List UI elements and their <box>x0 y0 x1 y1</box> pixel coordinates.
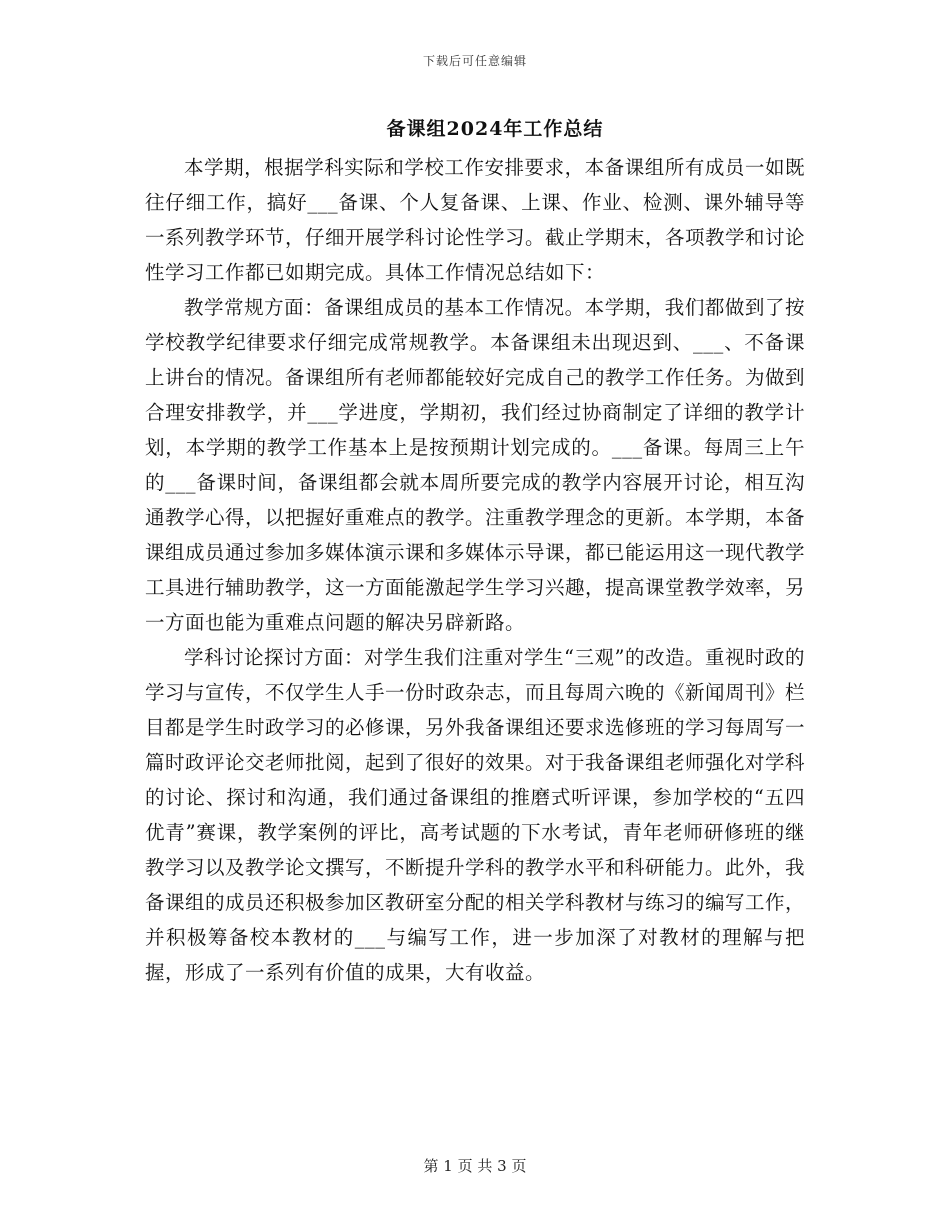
page-header-note: 下载后可任意编辑 <box>422 54 527 68</box>
paragraph-subject-research: 学科讨论探讨方面：对学生我们注重对学生“三观”的改造。重视时政的学习与宣传，不仅学生人手一份时政杂志，而且每周六晚的《新闻周刊》栏目都是学生时政学习的必修课，另外我备课组还要求选修班的学习每周写一篇时政评论交老师批阅，起到了很好的效果。对于我备课组老师强化对学科的讨论、探讨和沟通，我们通过备课组的推磨式听评课，参加学校的“五四优青”赛课，教学案例的评比，高考试题的下水考试，青年老师研修班的继教学习以及教学论文撰写，不断提升学科的教学水平和科研能力。此外，我备课组的成员还积极参加区教研室分配的相关学科教材与练习的编写工作，并积极筹备校本教材的___与编写工作，进一步加深了对教材的理解与把握，形成了一系列有价值的成果，大有收益。 <box>145 646 806 984</box>
document-title: 备课组2024年工作总结 <box>386 118 604 140</box>
paragraph-intro: 本学期，根据学科实际和学校工作安排要求，本备课组所有成员一如既往仔细工作，搞好___备课、个人复备课、上课、作业、检测、课外辅导等一系列教学环节，仔细开展学科讨论性学习。截止学期末，各项教学和讨论性学习工作都已如期完成。具体工作情况总结如下： <box>145 156 806 284</box>
document-body <box>145 150 805 990</box>
paragraph-teaching-routine: 教学常规方面：备课组成员的基本工作情况。本学期，我们都做到了按学校教学纪律要求仔细完成常规教学。本备课组未出现迟到、___、不备课上讲台的情况。备课组所有老师都能较好完成自己的教学工作任务。为做到合理安排教学，并___学进度，学期初，我们经过协商制定了详细的教学计划，本学期的教学工作基本上是按预期计划完成的。___备课。每周三上午的___备课时间，备课组都会就本周所要完成的教学内容展开讨论，相互沟通教学心得，以把握好重难点的教学。注重教学理念的更新。本学期，本备课组成员通过参加多媒体演示课和多媒体示导课，都已能运用这一现代教学工具进行辅助教学，这一方面能激起学生学习兴趣，提高课堂教学效率，另一方面也能为重难点问题的解决另辟新路。 <box>145 296 806 634</box>
page-number: 第 1 页 共 3 页 <box>423 1157 527 1175</box>
